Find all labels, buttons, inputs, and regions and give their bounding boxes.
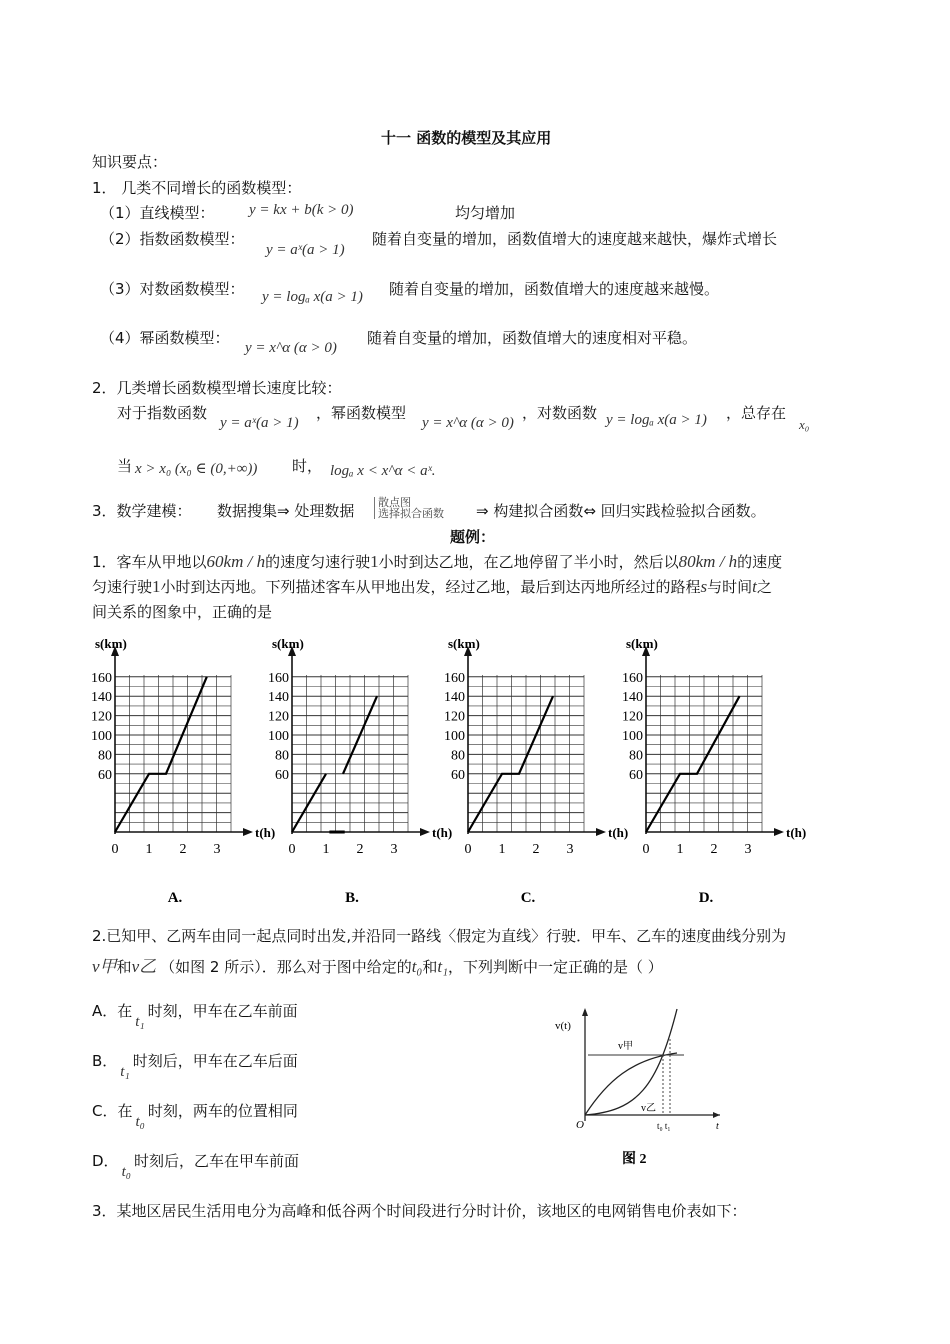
y-tick-label: 100 [444,729,465,744]
y-tick-label: 60 [451,767,465,783]
q2-and: 和 [116,958,132,976]
knowledge-header: 知识要点： [92,153,168,171]
fig2-label-jia: v甲 [618,1041,633,1052]
q1-line-3: 间关系的图象中，正确的是 [92,603,273,621]
q1-speed-1: 60km / h [206,552,266,571]
q3-text: 3．某地区居民生活用电分为高峰和低谷两个时间段进行分时计价，该地区的电网销售电价表如下： [92,1202,747,1220]
q1-var-t: t [752,577,757,596]
y-tick-label: 140 [268,690,289,706]
q2-line-1: 2.已知甲、乙两车由同一起点同时出发,并沿同一路线〈假定为直线〉行驶．甲车、乙车的速度曲线分别为 [92,927,787,945]
q1-hours-1: 1 [370,552,379,571]
x-tick-label: 3 [213,842,221,857]
section-3-heading: 3．数学建模： [92,502,192,520]
graph-option-c [444,636,628,906]
q2-v-jia: v甲 [92,957,117,976]
q2-option-c-prefix: C．在 [92,1102,133,1120]
y-tick-label: 120 [268,709,289,725]
model-2-label: （2）指数函数模型： [100,230,245,248]
model-2-desc: 随着自变量的增加，函数值增大的速度越来越快，爆炸式增长 [372,230,778,248]
x-tick-label: 2 [179,842,187,857]
y-tick-label: 120 [444,709,465,725]
sec3-flow-1: 数据搜集⇒ 处理数据 [217,502,355,520]
q2-option-d[interactable] [92,1150,299,1180]
fig2-y-label: v(t) [555,1020,571,1032]
sec2-inequality: logₐ x < x^α < aˣ. [330,463,436,479]
y-axis-label: s(km) [448,636,480,651]
sec2-formula-exp: y = aˣ(a > 1) [220,415,299,431]
y-tick-label: 80 [275,748,289,764]
model-1-label: （1）直线模型： [100,204,215,222]
graph-option-a [91,636,275,906]
q2-option-b[interactable] [92,1050,298,1080]
section-2-heading: 2．几类增长函数模型增长速度比较： [92,379,342,397]
x-tick-label: 2 [710,842,718,857]
y-tick-label: 160 [622,670,643,686]
examples-header: 题例： [450,528,496,546]
y-tick-label: 60 [98,767,112,783]
x-tick-label: 0 [464,842,472,857]
option-label: D. [698,890,714,906]
q1-text-c: 小时到达乙地，在乙地停留了半小时，然后以 [378,553,679,571]
sec2-formula-pow: y = x^α (α > 0) [422,415,514,431]
q2-t1: t₁ [437,957,448,976]
x-axis-label: t(h) [786,825,807,840]
q2-text-a: （如图 2 所示）．那么对于图中给定的 [160,958,412,976]
q1-hours-2: 1 [152,577,161,596]
x-tick-label: 0 [642,842,650,857]
x-tick-label: 1 [498,842,506,857]
y-tick-label: 80 [629,748,643,764]
x-tick-label: 1 [145,842,153,857]
sec2-text-1: 对于指数函数 [117,404,208,422]
q1-var-s: s [700,577,708,596]
fig2-label-yi: v乙 [641,1103,656,1114]
q2-and-2: 和 [422,958,438,976]
x-axis-arrow [243,828,253,836]
sec2-x0: x₀ [799,417,810,432]
q2-option-c-text: 时刻，两车的位置相同 [147,1102,298,1120]
option-label: B. [345,890,359,906]
x-axis-arrow [596,828,606,836]
y-tick-label: 60 [629,767,643,783]
y-tick-label: 140 [91,690,112,706]
fig2-caption: 图 2 [622,1152,647,1167]
y-tick-label: 160 [444,670,465,686]
fig2-y-arrow [582,1008,588,1016]
q1-text-b: 的速度匀速行驶 [265,553,371,571]
brace-bottom: 选择拟合函数 [378,507,444,520]
x-tick-label: 0 [288,842,296,857]
y-tick-label: 100 [91,729,112,744]
section-1-heading: 1． 几类不同增长的函数模型： [92,179,302,197]
graph-option-d [622,636,806,906]
y-tick-label: 120 [622,709,643,725]
y-axis-label: s(km) [272,636,304,651]
y-axis-label: s(km) [626,636,658,651]
fig2-x-arrow [713,1112,720,1118]
page-title: 十一 函数的模型及其应用 [381,129,552,147]
model-1-desc: 均匀增加 [455,204,516,222]
y-tick-label: 160 [91,670,112,686]
q1-text-d: 的速度 [737,553,783,571]
sec3-flow-2: ⇒ 构建拟合函数⇔ 回归实践检验拟合函数。 [476,502,766,520]
q2-v-yi: v乙 [131,957,157,976]
option-label: C. [520,890,536,906]
y-tick-label: 80 [98,748,112,764]
x-tick-label: 2 [532,842,540,857]
y-tick-label: 100 [268,729,289,744]
q2-option-b-text: 时刻后，甲车在乙车后面 [132,1052,298,1070]
y-tick-label: 140 [622,690,643,706]
x-tick-label: 0 [111,842,119,857]
x-tick-label: 1 [676,842,684,857]
q2-option-c-t: t₀ [135,1114,145,1130]
y-tick-label: 80 [451,748,465,764]
x-axis-arrow [420,828,430,836]
q1-speed-2: 80km / h [678,552,738,571]
q2-option-a-t: t₁ [135,1014,145,1030]
q1-line-1 [92,551,782,572]
fig2-t-label: t [716,1121,719,1132]
figure-2 [552,1003,727,1178]
y-tick-label: 60 [275,767,289,783]
q2-text-b: ，下列判断中一定正确的是（ ） [448,958,663,976]
q1-text-f: 小时到达丙地。下列描述客车从甲地出发，经过乙地，最后到达丙地所经过的路程 [160,578,701,596]
x-tick-label: 1 [322,842,330,857]
q2-option-b-t: t₁ [120,1064,130,1080]
y-tick-label: 160 [268,670,289,686]
model-4-desc: 随着自变量的增加，函数值增大的速度相对平稳。 [367,329,698,347]
q2-option-a[interactable] [92,1000,298,1030]
y-axis-label: s(km) [95,636,127,651]
x-tick-label: 3 [744,842,752,857]
model-4-label: （4）幂函数模型： [100,329,230,347]
q2-option-d-prefix: D． [92,1152,119,1170]
y-tick-label: 140 [444,690,465,706]
q2-option-b-prefix: B． [92,1052,118,1070]
model-1-formula: y = kx + b(k > 0) [249,202,354,218]
model-3-label: （3）对数函数模型： [100,280,245,298]
fig2-t-ticks: t₀ t₁ [657,1121,671,1131]
sec2-text-5: 当 [117,457,133,475]
y-tick-label: 120 [91,709,112,725]
sec2-formula-log: y = logₐ x(a > 1) [606,412,707,428]
sec2-text-6: 时， [292,457,323,475]
q1-text-e: 匀速行驶 [92,578,153,596]
x-tick-label: 3 [390,842,398,857]
x-tick-label: 2 [356,842,364,857]
q2-t0: t₀ [411,957,423,976]
x-axis-label: t(h) [255,825,276,840]
x-axis-label: t(h) [432,825,453,840]
x-axis-arrow [774,828,784,836]
sec2-text-4: ，总存在 [726,404,787,422]
model-3-formula: y = logₐ x(a > 1) [262,289,363,305]
y-tick-label: 100 [622,729,643,744]
q2-line-2 [92,952,663,977]
q1-text-a: 1．客车从甲地以 [92,553,207,571]
sec2-condition: x > x₀ (x₀ ∈ (0,+∞)) [135,461,258,477]
q2-option-a-text: 时刻，甲车在乙车前面 [147,1002,298,1020]
sec2-text-3: ，对数函数 [522,404,598,422]
fig2-origin: O [576,1119,584,1131]
q1-line-2 [92,576,772,597]
q2-option-c[interactable] [92,1100,298,1130]
model-3-desc: 随着自变量的增加，函数值增大的速度越来越慢。 [389,280,720,298]
q2-option-d-t: t₀ [121,1164,131,1180]
x-axis-label: t(h) [608,825,629,840]
brace-top: 散点图 [378,496,411,509]
model-2-formula: y = aˣ(a > 1) [266,242,345,258]
sec2-text-2: ，幂函数模型 [316,404,407,422]
option-label: A. [167,890,183,906]
x-tick-label: 3 [566,842,574,857]
q2-option-d-text: 时刻后，乙车在甲车前面 [133,1152,299,1170]
graph-option-b [268,636,452,906]
q1-text-g: 与时间 [707,578,753,596]
q2-option-a-prefix: A．在 [92,1002,133,1020]
q1-text-h: 之 [756,578,772,596]
sec3-brace [374,497,444,519]
q1-graphs [84,630,824,915]
model-4-formula: y = x^α (α > 0) [245,340,337,356]
